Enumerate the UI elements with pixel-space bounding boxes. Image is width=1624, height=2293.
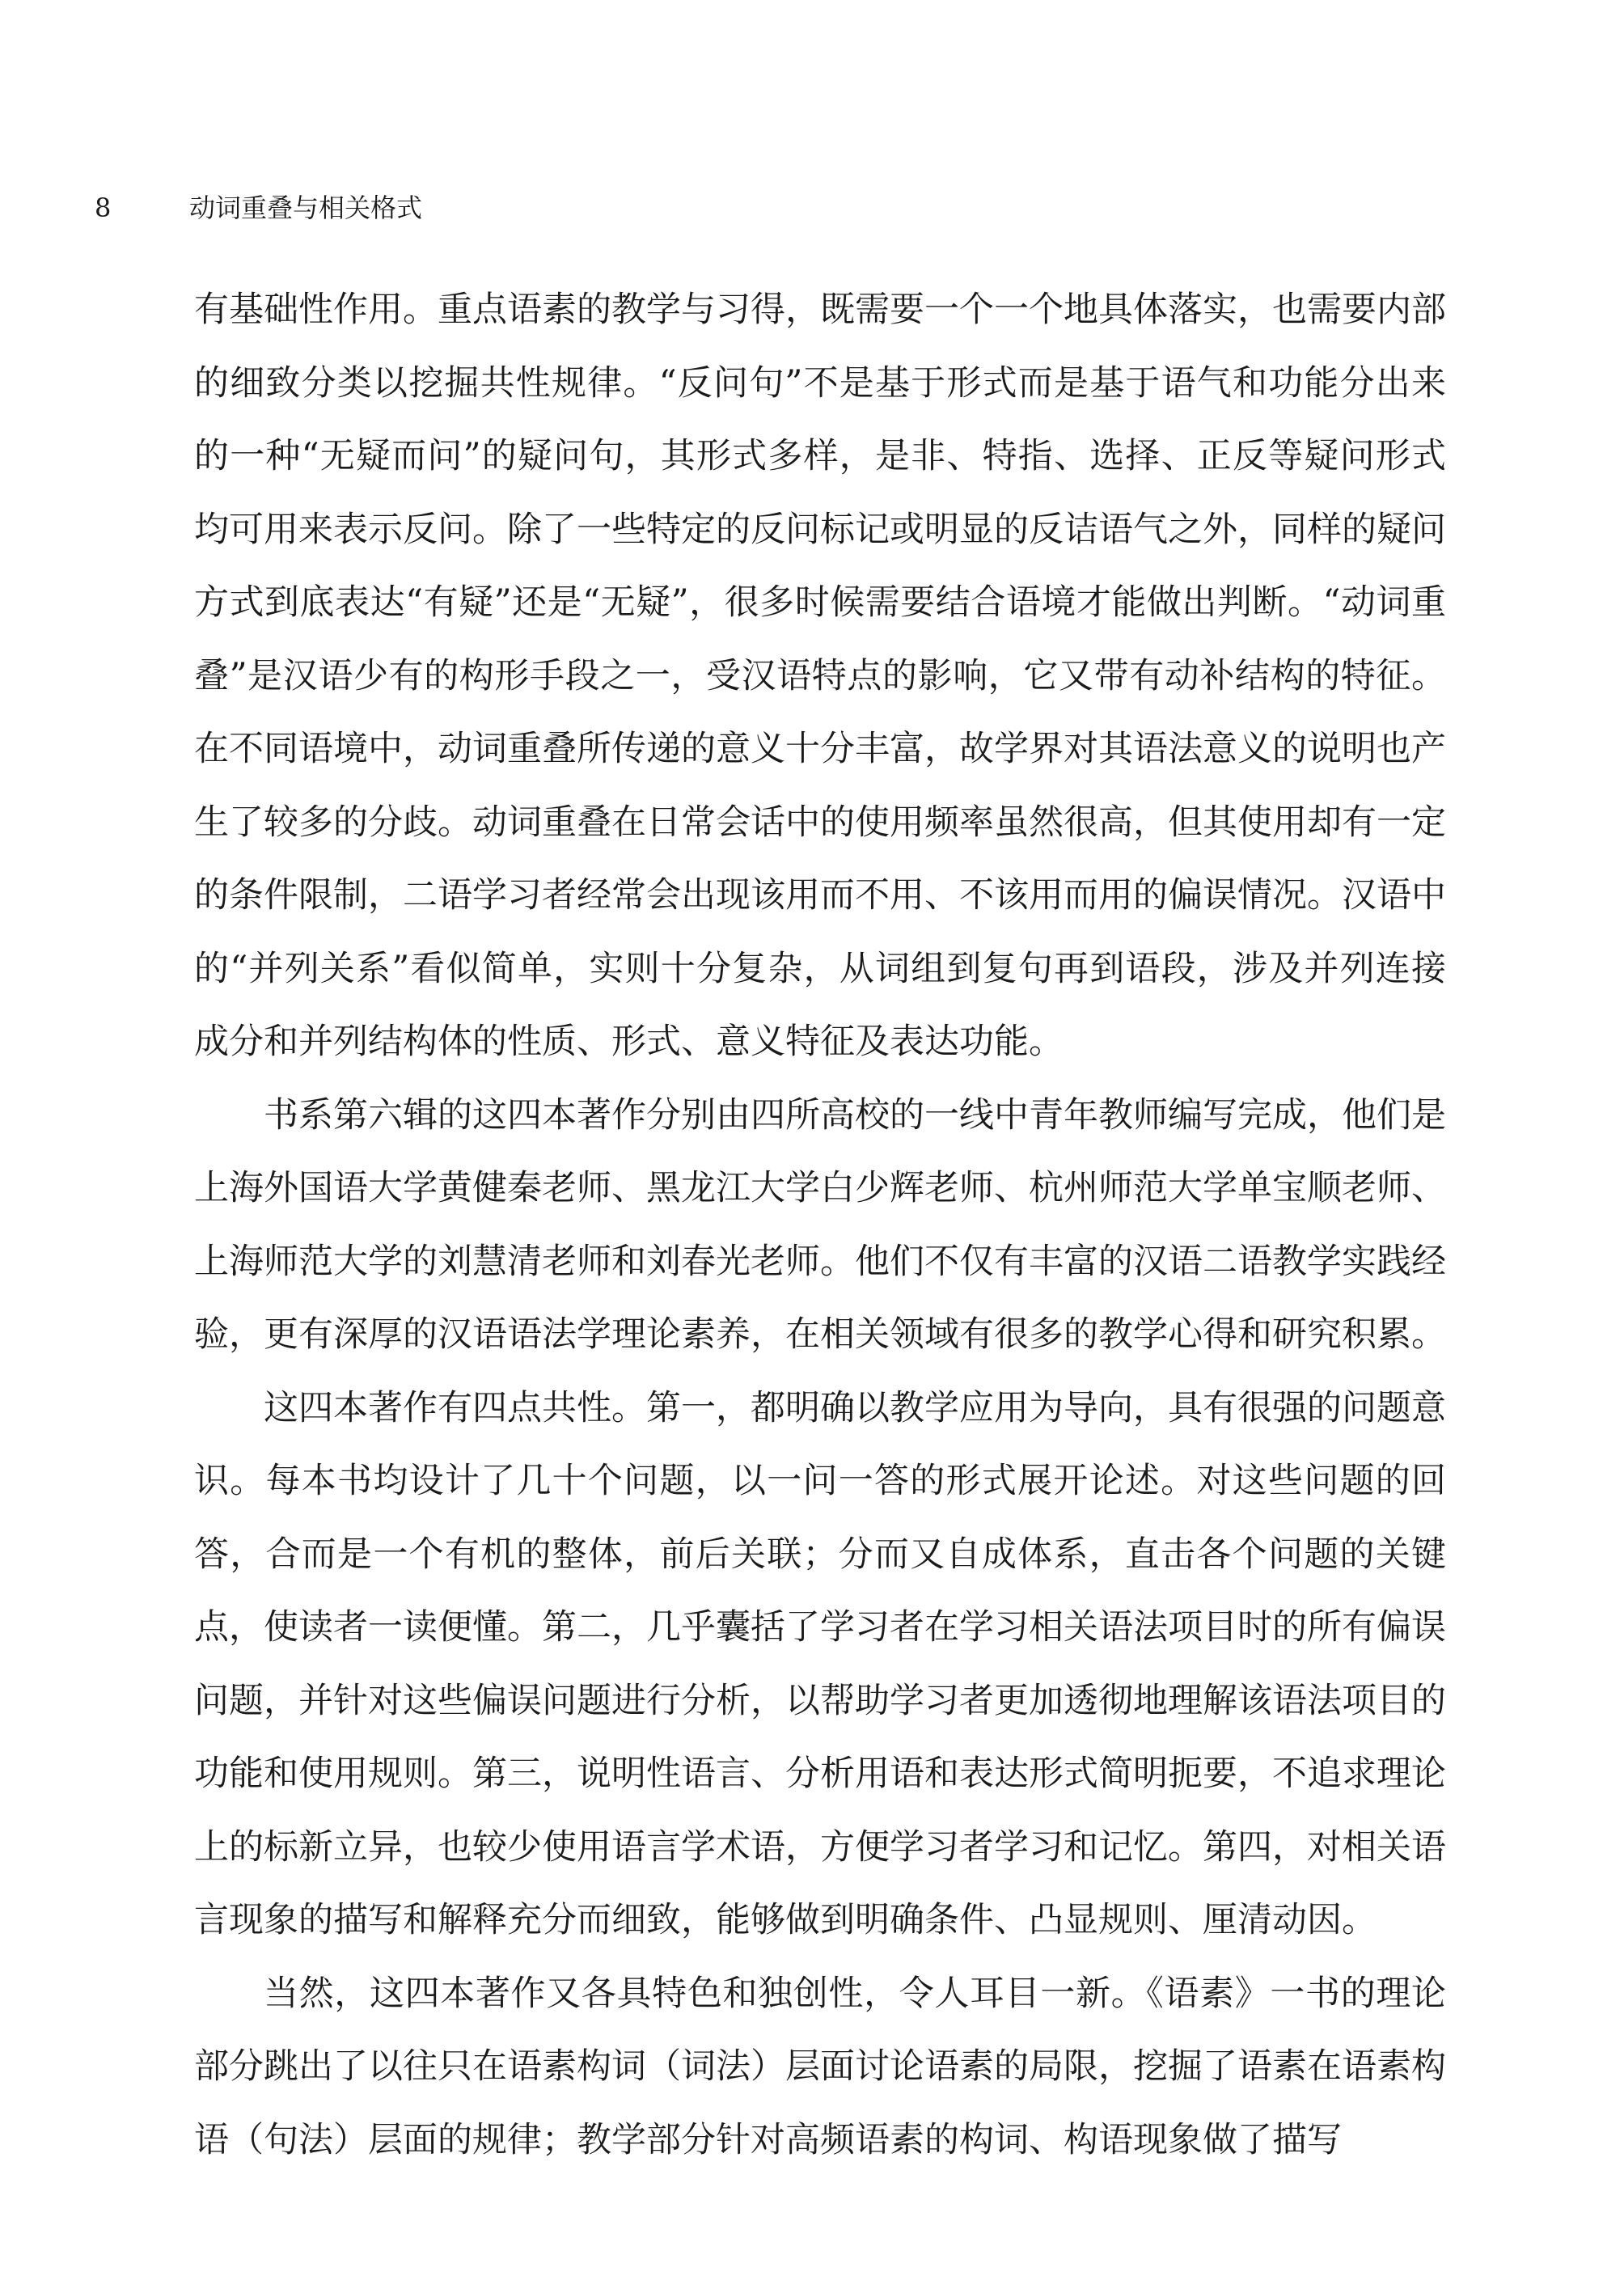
- paragraph-commonalities: 这四本著作有四点共性。第一，都明确以教学应用为导向，具有很强的问题意识。每本书均设计了几十个问题，以一问一答的形式展开论述。对这些问题的回答，合而是一个有机的整体，前后关联；分而又自成体系，直击各个问题的关键点，使读者一读便懂。第二，几乎囊括了学习者在学习相关语法项目时的所有偏误问题，并针对这些偏误问题进行分析，以帮助学习者更加透彻地理解该语法项目的功能和使用规则。第三，说明性语言、分析用语和表达形式简明扼要，不追求理论上的标新立异，也较少使用语言学术语，方便学习者学习和记忆。第四，对相关语言现象的描写和解释充分而细致，能够做到明确条件、凸显规则、厘清动因。: [194, 1387, 1446, 1940]
- body-text: [194, 273, 1446, 2177]
- page-number: 8: [95, 192, 112, 223]
- running-head: [95, 188, 1470, 228]
- paragraph-features: 当然，这四本著作又各具特色和独创性，令人耳目一新。《语素》一书的理论部分跳出了以往只在语素构词（词法）层面讨论语素的局限，挖掘了语素在语素构语（句法）层面的规律；教学部分针对高频语素的构词、构语现象做了描写: [194, 1973, 1446, 2160]
- paragraph-authors: 书系第六辑的这四本著作分别由四所高校的一线中青年教师编写完成，他们是上海外国语大学黄健秦老师、黑龙江大学白少辉老师、杭州师范大学单宝顺老师、上海师范大学的刘慧清老师和刘春光老师。他们不仅有丰富的汉语二语教学实践经验，更有深厚的汉语语法学理论素养，在相关领域有很多的教学心得和研究积累。: [194, 1094, 1446, 1355]
- paragraph-continued: 有基础性作用。重点语素的教学与习得，既需要一个一个地具体落实，也需要内部的细致分类以挖掘共性规律。“反问句”不是基于形式而是基于语气和功能分出来的一种“无疑而问”的疑问句，其形式多样，是非、特指、选择、正反等疑问形式均可用来表示反问。除了一些特定的反问标记或明显的反诘语气之外，同样的疑问方式到底表达“有疑”还是“无疑”，很多时候需要结合语境才能做出判断。“动词重叠”是汉语少有的构形手段之一，受汉语特点的影响，它又带有动补结构的特征。在不同语境中，动词重叠所传递的意义十分丰富，故学界对其语法意义的说明也产生了较多的分歧。动词重叠在日常会话中的使用频率虽然很高，但其使用却有一定的条件限制，二语学习者经常会出现该用而不用、不该用而用的偏误情况。汉语中的“并列关系”看似简单，实则十分复杂，从词组到复句再到语段，涉及并列连接成分和并列结构体的性质、形式、意义特征及表达功能。: [194, 290, 1446, 1062]
- running-title: 动词重叠与相关格式: [189, 192, 423, 223]
